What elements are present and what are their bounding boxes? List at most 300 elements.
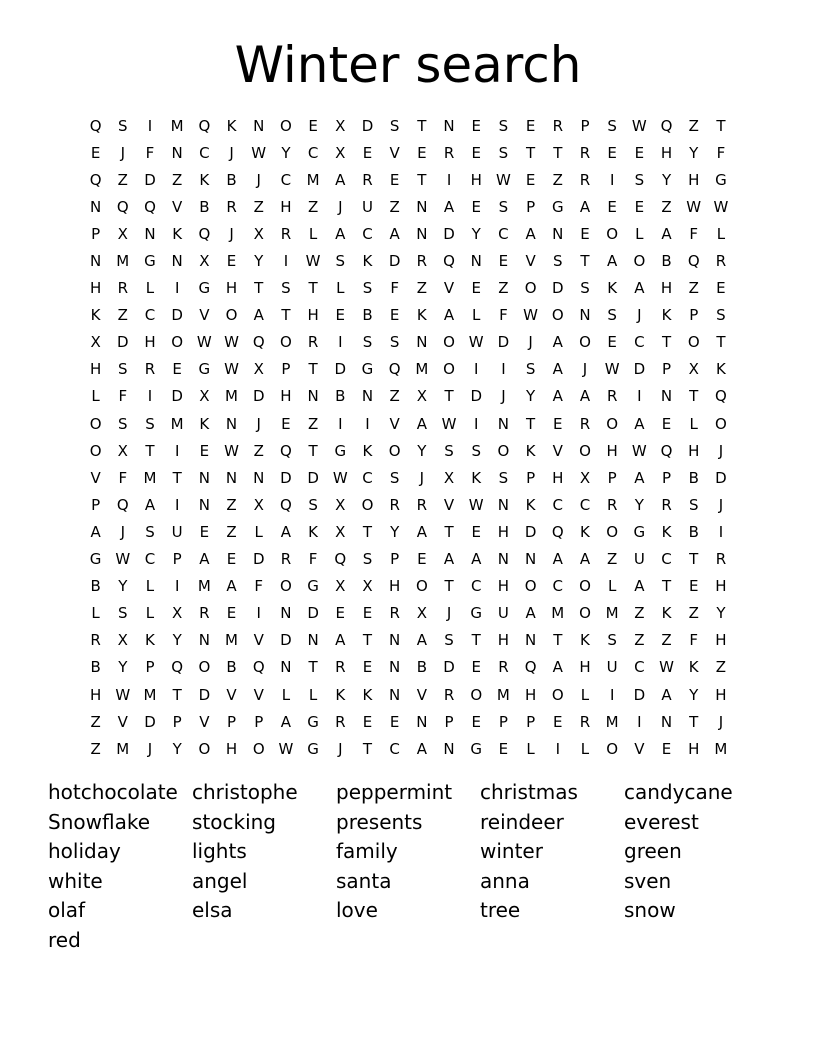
grid-letter: G bbox=[89, 550, 102, 569]
grid-letter: S bbox=[118, 604, 128, 623]
grid-letter: F bbox=[716, 143, 726, 162]
grid-letter: Z bbox=[688, 116, 699, 135]
grid-letter: E bbox=[471, 279, 481, 298]
grid-letter: S bbox=[145, 414, 155, 433]
grid-letter: K bbox=[362, 252, 373, 271]
grid-letter: X bbox=[199, 387, 210, 406]
grid-letter: T bbox=[716, 333, 726, 352]
grid-letter: W bbox=[115, 550, 131, 569]
word-list-item: elsa bbox=[192, 898, 233, 923]
grid-letter: V bbox=[634, 739, 645, 758]
grid-letter: S bbox=[389, 116, 400, 135]
grid-letter: O bbox=[579, 604, 591, 623]
grid-letter: C bbox=[579, 495, 591, 514]
grid-letter: E bbox=[335, 604, 346, 623]
grid-letter: D bbox=[171, 387, 183, 406]
grid-letter: I bbox=[174, 279, 180, 298]
grid-letter: E bbox=[226, 252, 237, 271]
grid-letter: L bbox=[472, 306, 481, 325]
word-list-item: tree bbox=[480, 898, 521, 923]
grid-letter: U bbox=[171, 522, 183, 541]
grid-letter: S bbox=[444, 441, 454, 460]
grid-letter: X bbox=[90, 333, 101, 352]
grid-letter: N bbox=[361, 387, 374, 406]
grid-letter: B bbox=[688, 468, 699, 487]
grid-letter: H bbox=[715, 631, 727, 650]
grid-row bbox=[82, 573, 735, 600]
grid-letter: C bbox=[307, 143, 319, 162]
grid-letter: H bbox=[688, 441, 700, 460]
grid-letter: T bbox=[661, 577, 672, 596]
grid-letter: K bbox=[525, 441, 536, 460]
grid-letter: N bbox=[660, 712, 673, 731]
grid-letter: H bbox=[225, 739, 238, 758]
grid-letter: O bbox=[687, 333, 700, 352]
grid-letter: Y bbox=[634, 495, 644, 514]
grid-letter: N bbox=[524, 550, 537, 569]
grid-letter: Q bbox=[280, 495, 292, 514]
grid-letter: O bbox=[497, 441, 510, 460]
grid-letter: V bbox=[253, 685, 264, 704]
grid-letter: I bbox=[147, 387, 153, 406]
grid-letter: Y bbox=[118, 577, 128, 596]
grid-letter: Z bbox=[661, 197, 672, 216]
grid-letter: R bbox=[226, 197, 237, 216]
grid-letter: G bbox=[307, 577, 319, 596]
grid-letter: E bbox=[716, 279, 726, 298]
grid-letter: T bbox=[308, 441, 318, 460]
grid-letter: N bbox=[416, 333, 428, 352]
grid-letter: C bbox=[634, 658, 645, 677]
grid-letter: B bbox=[688, 522, 699, 541]
grid-letter: R bbox=[117, 279, 128, 298]
grid-letter: L bbox=[91, 387, 100, 406]
grid-letter: N bbox=[171, 143, 183, 162]
grid-letter: Z bbox=[634, 604, 645, 623]
grid-letter: B bbox=[416, 658, 427, 677]
grid-row bbox=[82, 627, 735, 654]
grid-letter: E bbox=[525, 116, 536, 135]
grid-letter: M bbox=[714, 739, 728, 758]
grid-letter: P bbox=[227, 712, 237, 731]
grid-letter: N bbox=[198, 468, 210, 487]
grid-letter: C bbox=[634, 333, 645, 352]
grid-letter: H bbox=[497, 577, 510, 596]
grid-letter: H bbox=[307, 306, 319, 325]
grid-letter: D bbox=[252, 550, 265, 569]
grid-letter: A bbox=[525, 604, 536, 623]
grid-letter: Q bbox=[89, 170, 102, 189]
grid-letter: K bbox=[199, 414, 210, 433]
grid-letter: O bbox=[280, 577, 292, 596]
grid-letter: Z bbox=[117, 170, 128, 189]
grid-letter: G bbox=[198, 360, 211, 379]
grid-letter: G bbox=[307, 739, 319, 758]
grid-letter: V bbox=[552, 441, 563, 460]
word-list-item: presents bbox=[336, 809, 423, 834]
grid-letter: O bbox=[198, 739, 211, 758]
grid-letter: R bbox=[579, 712, 591, 731]
grid-letter: M bbox=[415, 360, 429, 379]
grid-letter: K bbox=[145, 631, 155, 650]
grid-letter: M bbox=[225, 631, 238, 650]
grid-letter: N bbox=[443, 739, 455, 758]
grid-letter: Y bbox=[661, 170, 672, 189]
grid-letter: Q bbox=[524, 658, 537, 677]
word-list-item: christophe bbox=[192, 780, 298, 804]
grid-letter: A bbox=[552, 387, 563, 406]
grid-letter: G bbox=[470, 739, 483, 758]
grid-letter: Z bbox=[715, 658, 727, 677]
grid-letter: N bbox=[416, 224, 428, 243]
grid-letter: G bbox=[715, 170, 727, 189]
grid-letter: Q bbox=[687, 252, 700, 271]
grid-letter: I bbox=[637, 387, 642, 406]
grid-letter: I bbox=[283, 252, 289, 271]
grid-letter: O bbox=[606, 224, 619, 243]
grid-letter: A bbox=[443, 550, 455, 569]
grid-letter: I bbox=[555, 739, 560, 758]
grid-letter: W bbox=[115, 685, 131, 704]
grid-letter: E bbox=[498, 739, 509, 758]
grid-letter: B bbox=[226, 658, 237, 677]
grid-letter: Q bbox=[334, 550, 347, 569]
grid-letter: C bbox=[144, 306, 156, 325]
grid-letter: L bbox=[145, 604, 155, 623]
grid-letter: T bbox=[553, 143, 563, 162]
grid-letter: C bbox=[362, 224, 373, 243]
grid-letter: O bbox=[252, 739, 265, 758]
grid-letter: T bbox=[362, 739, 373, 758]
grid-letter: H bbox=[497, 522, 510, 541]
grid-letter: A bbox=[471, 550, 482, 569]
grid-letter: L bbox=[91, 604, 100, 623]
grid-row bbox=[82, 302, 735, 329]
grid-letter: J bbox=[256, 170, 261, 189]
grid-letter: M bbox=[225, 387, 238, 406]
grid-letter: E bbox=[172, 360, 182, 379]
grid-letter: P bbox=[91, 224, 101, 243]
grid-letter: M bbox=[143, 468, 157, 487]
grid-row bbox=[82, 329, 735, 356]
grid-letter: K bbox=[362, 441, 373, 460]
grid-letter: Z bbox=[607, 550, 618, 569]
grid-letter: K bbox=[335, 685, 346, 704]
grid-letter: Y bbox=[471, 224, 481, 243]
grid-letter: Y bbox=[716, 604, 726, 623]
grid-letter: L bbox=[689, 414, 698, 433]
grid-letter: Y bbox=[689, 143, 699, 162]
grid-letter: J bbox=[446, 604, 452, 623]
grid-letter: E bbox=[417, 143, 427, 162]
grid-letter: T bbox=[308, 279, 318, 298]
grid-letter: R bbox=[606, 495, 618, 514]
grid-letter: W bbox=[495, 170, 511, 189]
grid-letter: Z bbox=[498, 279, 509, 298]
grid-row bbox=[82, 518, 735, 545]
grid-letter: O bbox=[579, 577, 591, 596]
grid-letter: X bbox=[335, 522, 346, 541]
grid-letter: D bbox=[334, 360, 347, 379]
grid-letter: X bbox=[253, 495, 264, 514]
grid-letter: D bbox=[497, 333, 510, 352]
grid-letter: E bbox=[471, 712, 481, 731]
grid-row bbox=[82, 735, 735, 762]
grid-letter: B bbox=[90, 658, 101, 677]
grid-letter: O bbox=[388, 441, 401, 460]
grid-letter: R bbox=[606, 387, 618, 406]
grid-letter: M bbox=[116, 252, 130, 271]
grid-letter: U bbox=[361, 197, 373, 216]
grid-letter: S bbox=[335, 252, 346, 271]
grid-letter: I bbox=[474, 414, 479, 433]
grid-letter: K bbox=[661, 522, 672, 541]
grid-letter: R bbox=[416, 252, 428, 271]
grid-row bbox=[82, 247, 735, 274]
grid-letter: N bbox=[198, 631, 210, 650]
grid-letter: L bbox=[336, 279, 345, 298]
grid-letter: O bbox=[443, 360, 455, 379]
grid-letter: W bbox=[713, 197, 729, 216]
grid-letter: S bbox=[716, 306, 726, 325]
grid-letter: T bbox=[661, 333, 672, 352]
grid-letter: P bbox=[580, 116, 590, 135]
grid-letter: Q bbox=[144, 197, 156, 216]
grid-letter: M bbox=[551, 604, 565, 623]
grid-letter: E bbox=[199, 522, 210, 541]
letter-grid bbox=[82, 112, 735, 762]
grid-letter: E bbox=[471, 197, 481, 216]
grid-letter: S bbox=[498, 197, 509, 216]
grid-letter: E bbox=[661, 414, 672, 433]
word-list-item: santa bbox=[336, 868, 392, 893]
grid-letter: F bbox=[689, 224, 699, 243]
grid-letter: H bbox=[89, 360, 102, 379]
grid-letter: S bbox=[444, 631, 454, 650]
grid-row bbox=[82, 356, 735, 383]
word-list bbox=[48, 778, 778, 956]
grid-letter: Q bbox=[551, 522, 564, 541]
grid-letter: W bbox=[659, 658, 674, 677]
grid-letter: S bbox=[607, 631, 617, 650]
grid-letter: O bbox=[280, 116, 292, 135]
grid-letter: I bbox=[501, 360, 506, 379]
grid-letter: V bbox=[226, 685, 237, 704]
grid-letter: L bbox=[526, 739, 535, 758]
grid-letter: E bbox=[417, 550, 427, 569]
grid-letter: T bbox=[172, 685, 182, 704]
grid-row bbox=[82, 600, 735, 627]
grid-letter: O bbox=[633, 252, 646, 271]
grid-letter: V bbox=[389, 414, 400, 433]
grid-letter: R bbox=[579, 170, 591, 189]
grid-letter: O bbox=[579, 441, 591, 460]
grid-letter: P bbox=[281, 360, 291, 379]
grid-letter: Z bbox=[90, 739, 101, 758]
grid-letter: J bbox=[120, 143, 125, 162]
grid-letter: Z bbox=[634, 631, 645, 650]
grid-letter: P bbox=[91, 495, 101, 514]
grid-letter: T bbox=[362, 631, 373, 650]
grid-letter: L bbox=[308, 224, 318, 243]
grid-letter: E bbox=[607, 143, 617, 162]
grid-letter: N bbox=[198, 495, 210, 514]
grid-letter: D bbox=[470, 387, 482, 406]
grid-letter: S bbox=[580, 279, 590, 298]
grid-letter: N bbox=[443, 116, 455, 135]
grid-letter: F bbox=[689, 631, 699, 650]
grid-letter: R bbox=[443, 143, 455, 162]
grid-letter: W bbox=[631, 441, 647, 460]
grid-letter: R bbox=[280, 550, 292, 569]
grid-letter: J bbox=[419, 468, 425, 487]
grid-letter: O bbox=[606, 739, 619, 758]
grid-letter: S bbox=[607, 306, 617, 325]
grid-letter: R bbox=[335, 712, 346, 731]
grid-letter: K bbox=[471, 468, 482, 487]
grid-letter: C bbox=[389, 739, 400, 758]
grid-row bbox=[82, 681, 735, 708]
grid-letter: R bbox=[498, 658, 509, 677]
grid-letter: R bbox=[362, 170, 373, 189]
grid-letter: Q bbox=[171, 658, 184, 677]
grid-letter: H bbox=[660, 143, 673, 162]
grid-letter: C bbox=[144, 550, 156, 569]
word-list-item: olaf bbox=[48, 898, 86, 923]
grid-letter: D bbox=[198, 685, 211, 704]
grid-letter: N bbox=[89, 252, 102, 271]
grid-letter: W bbox=[604, 360, 620, 379]
grid-letter: K bbox=[172, 224, 183, 243]
grid-letter: A bbox=[634, 414, 645, 433]
grid-letter: O bbox=[524, 577, 537, 596]
grid-letter: X bbox=[335, 116, 346, 135]
grid-letter: W bbox=[686, 197, 702, 216]
grid-letter: O bbox=[551, 306, 564, 325]
grid-letter: S bbox=[118, 360, 128, 379]
grid-letter: W bbox=[441, 414, 457, 433]
grid-letter: L bbox=[281, 685, 291, 704]
grid-letter: H bbox=[280, 197, 292, 216]
grid-row bbox=[82, 654, 735, 681]
grid-letter: S bbox=[498, 116, 509, 135]
grid-letter: J bbox=[120, 522, 125, 541]
grid-letter: A bbox=[416, 414, 427, 433]
grid-letter: X bbox=[117, 224, 128, 243]
grid-letter: S bbox=[362, 333, 373, 352]
grid-letter: D bbox=[144, 170, 156, 189]
grid-letter: J bbox=[147, 739, 153, 758]
grid-letter: K bbox=[416, 306, 427, 325]
grid-letter: T bbox=[308, 658, 318, 677]
grid-letter: Z bbox=[90, 712, 101, 731]
grid-letter: T bbox=[689, 712, 699, 731]
grid-letter: E bbox=[688, 577, 699, 596]
grid-letter: Z bbox=[416, 279, 427, 298]
grid-letter: F bbox=[118, 387, 128, 406]
grid-letter: A bbox=[661, 685, 672, 704]
grid-letter: X bbox=[416, 387, 427, 406]
grid-letter: C bbox=[199, 143, 210, 162]
grid-letter: V bbox=[199, 712, 210, 731]
word-list-item: family bbox=[336, 839, 398, 864]
word-list-item: snow bbox=[624, 898, 676, 923]
grid-letter: H bbox=[552, 468, 564, 487]
grid-letter: D bbox=[524, 522, 537, 541]
page-title: Winter search bbox=[234, 36, 582, 94]
grid-letter: O bbox=[198, 658, 211, 677]
grid-letter: T bbox=[689, 550, 699, 569]
grid-letter: E bbox=[471, 143, 481, 162]
grid-letter: R bbox=[443, 685, 455, 704]
grid-letter: T bbox=[362, 522, 373, 541]
grid-letter: I bbox=[174, 577, 180, 596]
grid-letter: Z bbox=[226, 495, 237, 514]
grid-letter: E bbox=[607, 197, 617, 216]
grid-letter: S bbox=[525, 360, 536, 379]
grid-letter: A bbox=[443, 197, 455, 216]
grid-letter: C bbox=[280, 170, 292, 189]
grid-letter: R bbox=[90, 631, 101, 650]
grid-letter: H bbox=[688, 739, 700, 758]
grid-letter: E bbox=[308, 116, 318, 135]
grid-letter: U bbox=[497, 604, 509, 623]
grid-letter: E bbox=[634, 197, 645, 216]
grid-row bbox=[82, 193, 735, 220]
grid-letter: K bbox=[362, 685, 373, 704]
grid-row bbox=[82, 166, 735, 193]
grid-letter: A bbox=[389, 224, 400, 243]
grid-letter: A bbox=[552, 658, 563, 677]
grid-letter: E bbox=[389, 170, 400, 189]
grid-letter: J bbox=[718, 441, 724, 460]
grid-letter: N bbox=[389, 685, 401, 704]
grid-letter: H bbox=[225, 279, 238, 298]
grid-row bbox=[82, 410, 735, 437]
grid-letter: J bbox=[229, 143, 234, 162]
grid-letter: V bbox=[253, 631, 264, 650]
grid-letter: X bbox=[443, 468, 455, 487]
grid-letter: H bbox=[579, 658, 591, 677]
grid-letter: Z bbox=[688, 604, 699, 623]
grid-letter: V bbox=[416, 685, 427, 704]
grid-letter: W bbox=[305, 252, 321, 271]
grid-letter: K bbox=[90, 306, 101, 325]
word-list-item: everest bbox=[624, 809, 699, 834]
grid-letter: Y bbox=[281, 143, 291, 162]
grid-letter: E bbox=[90, 143, 101, 162]
grid-letter: Z bbox=[389, 387, 400, 406]
grid-letter: Y bbox=[526, 387, 536, 406]
grid-letter: I bbox=[147, 116, 153, 135]
grid-letter: X bbox=[579, 468, 591, 487]
grid-letter: J bbox=[582, 360, 588, 379]
grid-letter: N bbox=[579, 306, 591, 325]
grid-letter: X bbox=[253, 360, 264, 379]
grid-letter: X bbox=[416, 604, 427, 623]
grid-letter: R bbox=[579, 143, 591, 162]
grid-letter: N bbox=[416, 197, 428, 216]
grid-row bbox=[82, 112, 735, 139]
word-list-item: hotchocolate bbox=[48, 780, 178, 804]
grid-letter: W bbox=[523, 306, 539, 325]
grid-letter: O bbox=[524, 279, 537, 298]
grid-letter: Y bbox=[254, 252, 264, 271]
grid-letter: Q bbox=[198, 224, 211, 243]
grid-letter: L bbox=[580, 739, 590, 758]
grid-letter: A bbox=[579, 550, 591, 569]
grid-letter: E bbox=[634, 143, 645, 162]
